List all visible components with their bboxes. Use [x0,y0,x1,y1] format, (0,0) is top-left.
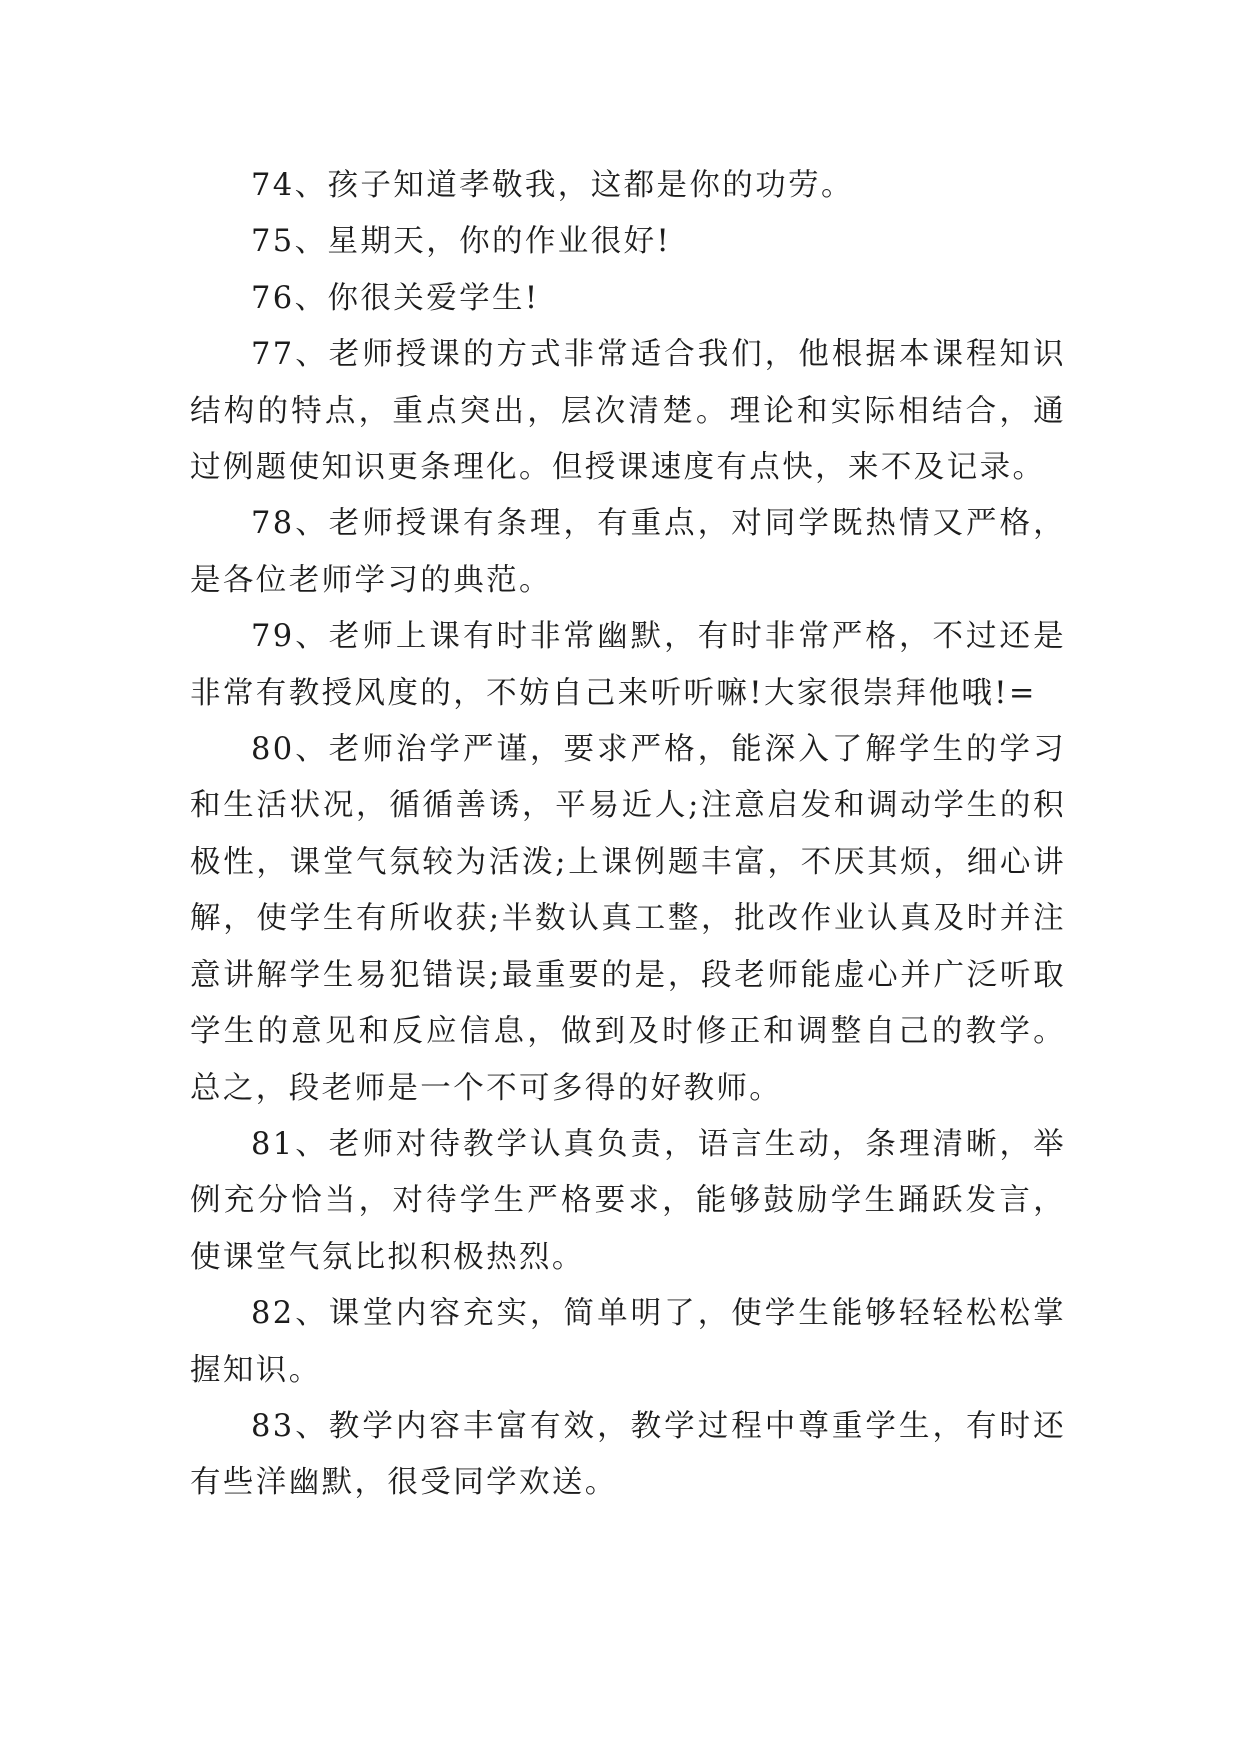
paragraph-78: 78、老师授课有条理，有重点，对同学既热情又严格，是各位老师学习的典范。 [190,506,1066,598]
paragraph-76: 76、你很关爱学生! [251,280,540,316]
paragraph-82: 82、课堂内容充实，简单明了，使学生能够轻轻松松掌握知识。 [190,1296,1066,1388]
paragraph-79: 79、老师上课有时非常幽默，有时非常严格，不过还是非常有教授风度的，不妨自己来听听嘛!大家很崇拜他哦!= [190,619,1066,711]
document-body [190,158,1066,1512]
paragraph-80: 80、老师治学严谨，要求严格，能深入了解学生的学习和生活状况，循循善诱，平易近人;注意启发和调动学生的积极性，课堂气氛较为活泼;上课例题丰富，不厌其烦，细心讲解，使学生有所收获;半数认真工整，批改作业认真及时并注意讲解学生易犯错误;最重要的是，段老师能虚心并广泛听取学生的意见和反应信息，做到及时修正和调整自己的教学。总之，段老师是一个不可多得的好教师。 [190,732,1066,1106]
paragraph-81: 81、老师对待教学认真负责，语言生动，条理清晰，举例充分恰当，对待学生严格要求，能够鼓励学生踊跃发言，使课堂气氛比拟积极热烈。 [190,1126,1066,1275]
paragraph-74: 74、孩子知道孝敬我，这都是你的功劳。 [251,168,854,203]
paragraph-77: 77、老师授课的方式非常适合我们，他根据本课程知识结构的特点，重点突出，层次清楚。理论和实际相结合，通过例题使知识更条理化。但授课速度有点快，来不及记录。 [190,337,1066,486]
paragraph-75: 75、星期天，你的作业很好! [251,224,672,260]
paragraph-83: 83、教学内容丰富有效，教学过程中尊重学生，有时还有些洋幽默，很受同学欢送。 [190,1408,1066,1501]
